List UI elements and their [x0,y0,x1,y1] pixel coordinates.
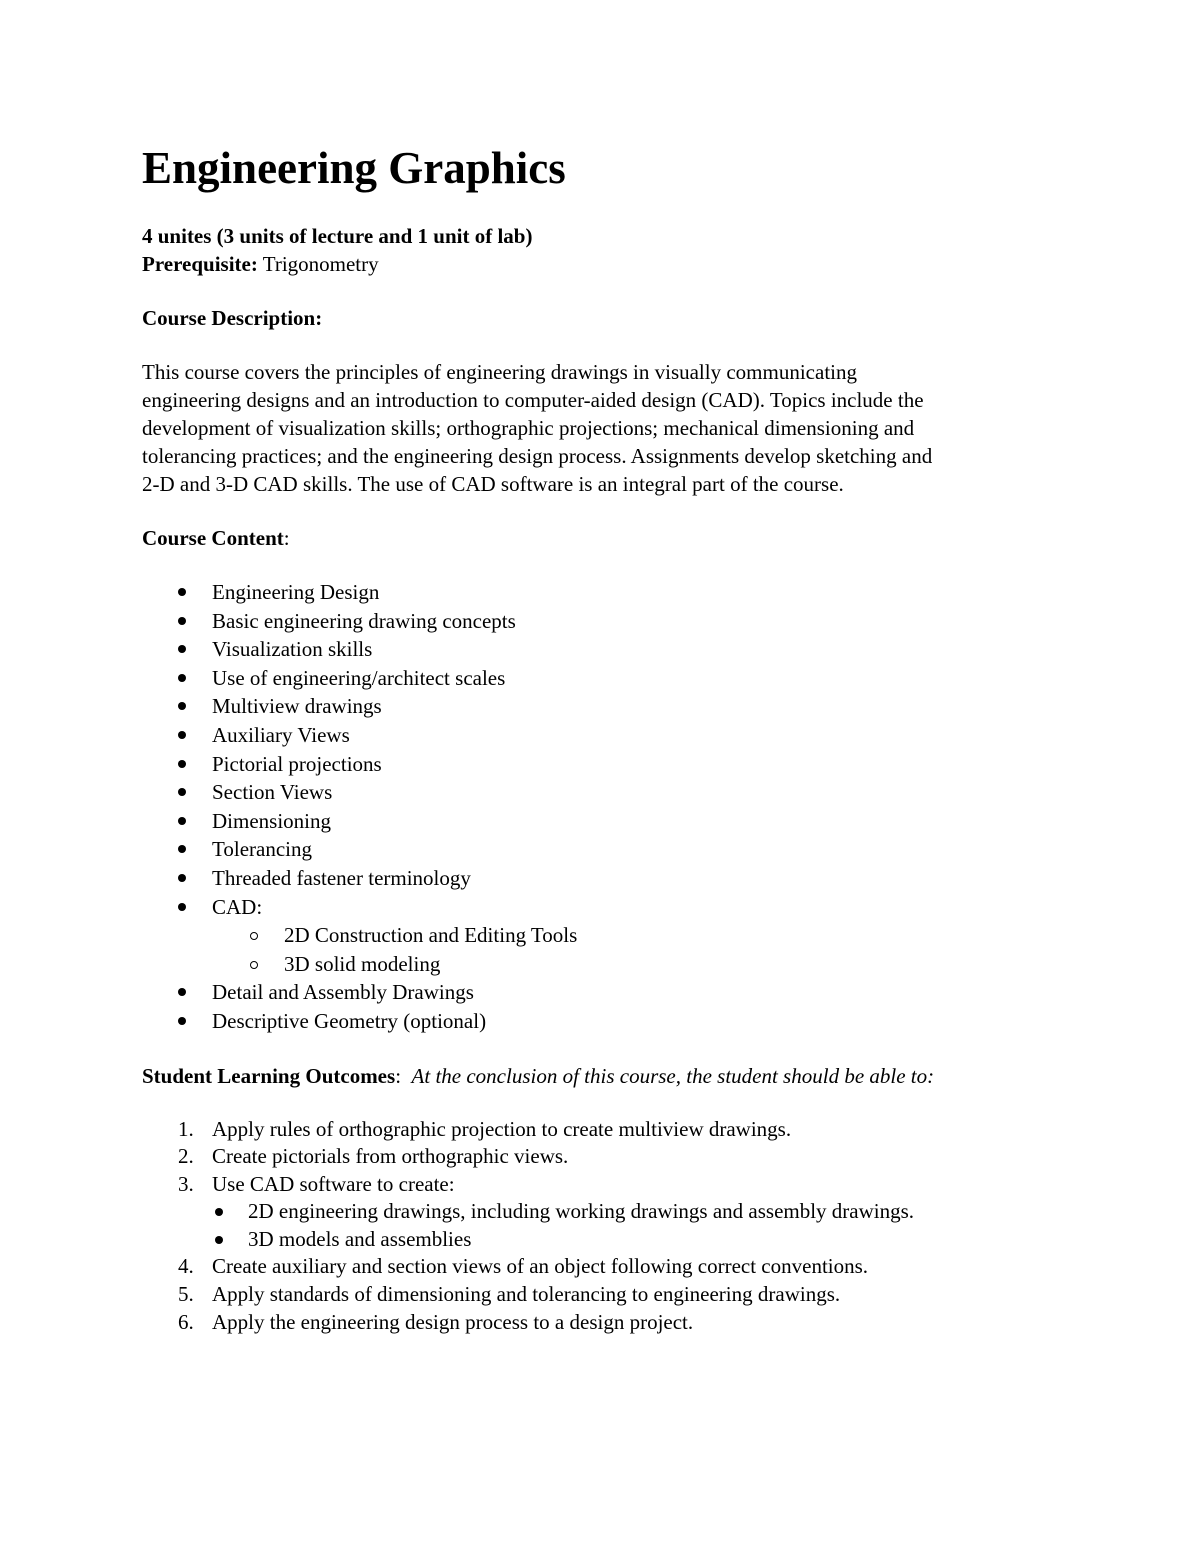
prerequisite-line [142,250,1102,278]
list-item: Detail and Assembly Drawings [142,978,1102,1007]
bullet-icon [178,845,186,853]
bullet-icon [178,702,186,710]
bullet-icon [178,588,186,596]
course-content-heading: Course Content: [142,526,290,550]
outcome-item: 1. Apply rules of orthographic projection to create multiview drawings. [178,1116,792,1141]
list-item: Section Views [142,778,1102,807]
outcome-item: 2. Create pictorials from orthographic views. [178,1144,569,1169]
list-item: Visualization skills [142,635,1102,664]
description-line: tolerancing practices; and the engineering design process. Assignments develop sketching and [142,444,933,468]
bullet-icon [178,731,186,739]
description-line: This course covers the principles of engineering drawings in visually communicating [142,360,857,384]
prerequisite-value: Trigonometry [262,252,379,276]
list-item: Basic engineering drawing concepts [142,607,1102,636]
sublist-item: 3D models and assemblies [212,1226,1102,1254]
cad-sublist [212,921,1102,978]
list-item: Dimensioning [142,807,1102,836]
list-item: Multiview drawings [142,692,1102,721]
bullet-icon [178,988,186,996]
bullet-icon [178,817,186,825]
course-description-text [142,358,1047,498]
learning-outcomes-heading: Student Learning Outcomes: At the conclusion of this course, the student should be able to: [142,1063,935,1088]
bullet-icon [215,1236,223,1244]
bullet-icon [178,903,186,911]
list-item: Pictorial projections [142,750,1102,779]
outcome-item: 4. Create auxiliary and section views of an object following correct conventions. [178,1254,869,1279]
outcome-item: 3. Use CAD software to create: 2D engineering drawings, including working drawings and assembly drawings. 3D models and assemblies [142,1171,1102,1254]
list-item: Descriptive Geometry (optional) [142,1007,1102,1036]
outcome-item: 6. Apply the engineering design process to a design project. [178,1309,694,1334]
course-content-list [142,578,1102,1036]
course-description-heading: Course Description: [142,306,323,330]
bullet-icon [178,617,186,625]
list-item: Threaded fastener terminology [142,864,1102,893]
list-item: Engineering Design [142,578,1102,607]
bullet-icon [178,645,186,653]
bullet-icon [178,874,186,882]
bullet-icon [215,1208,223,1216]
sublist-item: 2D Construction and Editing Tools [212,921,1102,950]
description-line: 2-D and 3-D CAD skills. The use of CAD software is an integral part of the course. [142,472,844,496]
list-item: Auxiliary Views [142,721,1102,750]
bullet-icon [178,760,186,768]
learning-outcomes-intro: At the conclusion of this course, the student should be able to: [411,1063,935,1088]
list-item: CAD: 2D Construction and Editing Tools 3D solid modeling [142,893,1102,979]
sublist-item: 3D solid modeling [212,950,1102,979]
list-item: Tolerancing [142,835,1102,864]
cad-outcome-sublist [212,1198,1102,1253]
bullet-icon [178,674,186,682]
learning-outcomes-list [142,1116,1102,1337]
sublist-item: 2D engineering drawings, including working drawings and assembly drawings. [212,1198,1102,1226]
outcome-item: 5. Apply standards of dimensioning and tolerancing to engineering drawings. [178,1282,841,1307]
bullet-icon [178,788,186,796]
units-line: 4 unites (3 units of lecture and 1 unit of lab) [142,224,533,248]
bullet-icon [178,1017,186,1025]
description-line: engineering designs and an introduction to computer-aided design (CAD). Topics include the [142,388,924,412]
description-line: development of visualization skills; orthographic projections; mechanical dimensioning and [142,416,915,440]
document-page [142,140,1102,1336]
list-item: Use of engineering/architect scales [142,664,1102,693]
hollow-bullet-icon [250,961,258,969]
page-title: Engineering Graphics [142,143,566,193]
prerequisite-label: Prerequisite: [142,252,258,276]
hollow-bullet-icon [250,932,258,940]
